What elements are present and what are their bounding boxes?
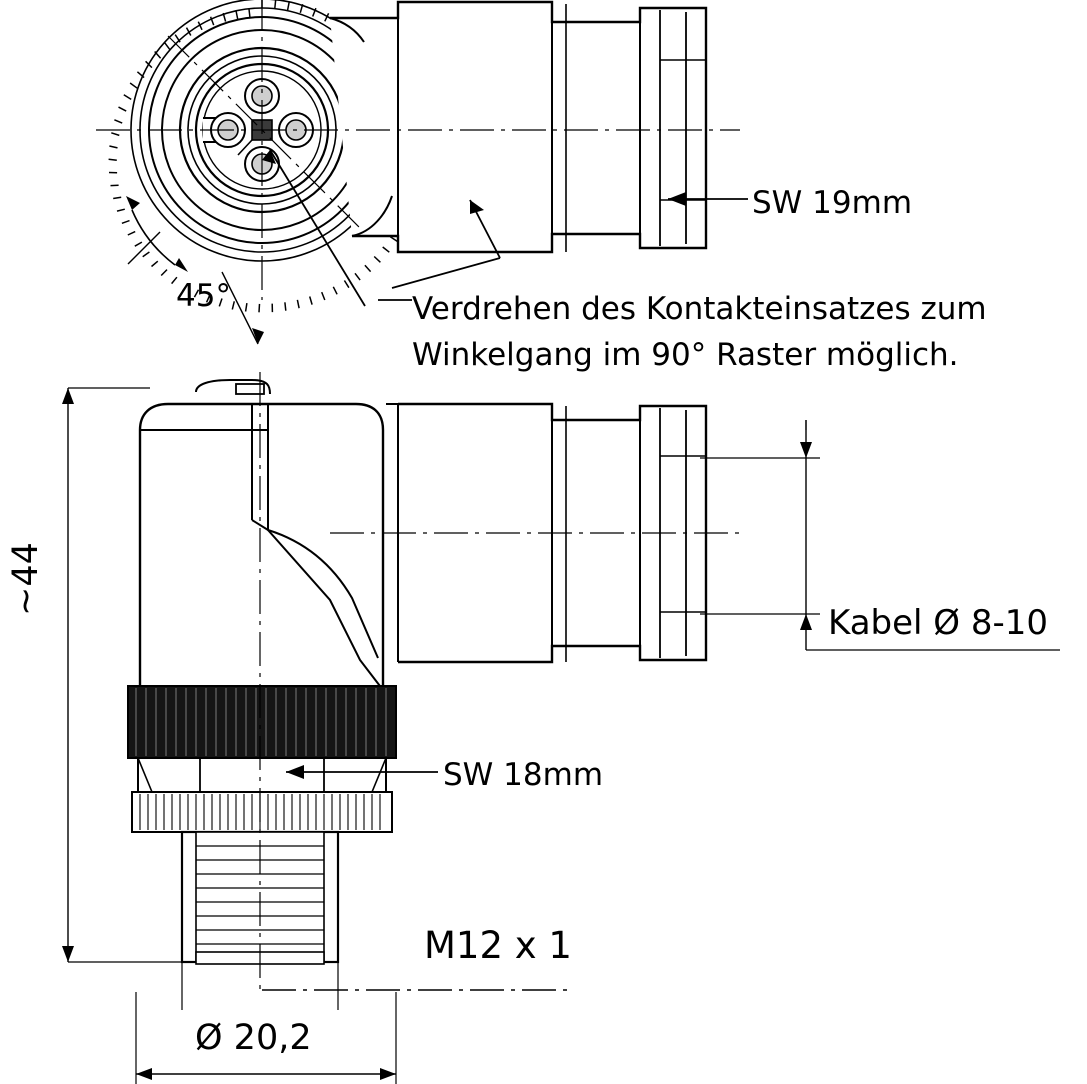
- label-outer-diameter: Ø 20,2: [195, 1018, 312, 1058]
- label-thread-m12: M12 x 1: [424, 924, 572, 967]
- label-note-line2: Winkelgang im 90° Raster möglich.: [412, 337, 959, 373]
- knurled-nut: [128, 686, 396, 758]
- label-sw18: SW 18mm: [443, 757, 604, 793]
- label-angle-45: 45°: [176, 278, 231, 314]
- lower-knurl-band: [132, 792, 392, 832]
- label-cable-diameter: Kabel Ø 8-10: [828, 603, 1049, 643]
- side-view: [62, 372, 1060, 1084]
- label-sw19: SW 19mm: [752, 185, 913, 221]
- label-height-44: ~44: [6, 542, 46, 616]
- label-note-line1: Verdrehen des Kontakteinsatzes zum: [412, 291, 987, 327]
